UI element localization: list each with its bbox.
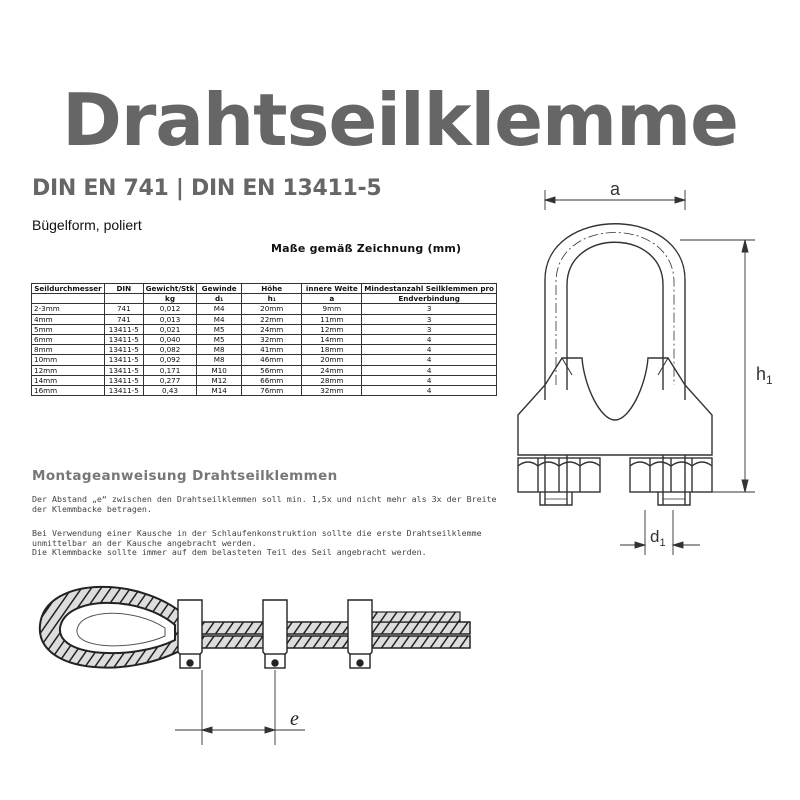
cell-height: 32mm — [242, 334, 302, 344]
cell-din: 741 — [104, 314, 143, 324]
col-header-din: DIN — [104, 284, 143, 294]
table-row — [32, 355, 497, 365]
cell-height: 46mm — [242, 355, 302, 365]
cell-height: 41mm — [242, 345, 302, 355]
cell-min-clamps: 4 — [362, 375, 497, 385]
table-row — [32, 324, 497, 334]
cell-thread: M10 — [197, 365, 242, 375]
col-sub-weight: kg — [143, 294, 197, 304]
cell-rope-diameter: 12mm — [32, 365, 105, 375]
table-header-row — [32, 284, 497, 294]
mounting-paragraph-spacing: Der Abstand „e“ zwischen den Drahtseilklemmen soll min. 1,5x und nicht mehr als 3x der Breite der Klemmbacke betragen. — [32, 494, 497, 514]
col-header-min-clamps: Mindestanzahl Seilklemmen pro — [362, 284, 497, 294]
cell-rope-diameter: 2-3mm — [32, 304, 105, 314]
cell-min-clamps: 4 — [362, 385, 497, 395]
cell-weight: 0,43 — [143, 385, 197, 395]
thimble-loop — [40, 587, 190, 668]
col-header-inner-width: innere Weite — [302, 284, 362, 294]
table-caption: Maße gemäß Zeichnung (mm) — [271, 242, 462, 255]
col-sub-din — [104, 294, 143, 304]
cell-weight: 0,092 — [143, 355, 197, 365]
cell-inner-width: 20mm — [302, 355, 362, 365]
cell-thread: M14 — [197, 385, 242, 395]
dim-label-h1: $h_1$ — [756, 364, 773, 387]
cell-inner-width: 11mm — [302, 314, 362, 324]
cell-height: 22mm — [242, 314, 302, 324]
cell-din: 13411-5 — [104, 355, 143, 365]
cell-weight: 0,040 — [143, 334, 197, 344]
cell-thread: M4 — [197, 304, 242, 314]
cell-thread: M5 — [197, 334, 242, 344]
cell-rope-diameter: 6mm — [32, 334, 105, 344]
cell-min-clamps: 3 — [362, 304, 497, 314]
table-subheader-row — [32, 294, 497, 304]
cell-din: 13411-5 — [104, 385, 143, 395]
cell-weight: 0,082 — [143, 345, 197, 355]
cell-inner-width: 24mm — [302, 365, 362, 375]
mounting-heading: Montageanweisung Drahtseilklemmen — [32, 468, 338, 484]
table-row — [32, 375, 497, 385]
standard-subtitle: DIN EN 741 | DIN EN 13411-5 — [32, 176, 382, 201]
cell-din: 13411-5 — [104, 365, 143, 375]
dim-label-d1: $d_1$ — [650, 527, 666, 549]
table-row — [32, 304, 497, 314]
cell-height: 24mm — [242, 324, 302, 334]
cell-din: 13411-5 — [104, 334, 143, 344]
cell-inner-width: 14mm — [302, 334, 362, 344]
cell-rope-diameter: 16mm — [32, 385, 105, 395]
col-sub-inner-width: a — [302, 294, 362, 304]
cell-height: 20mm — [242, 304, 302, 314]
cell-inner-width: 28mm — [302, 375, 362, 385]
cell-height: 66mm — [242, 375, 302, 385]
cell-weight: 0,277 — [143, 375, 197, 385]
col-header-weight: Gewicht/Stk — [143, 284, 197, 294]
cell-din: 13411-5 — [104, 345, 143, 355]
cell-weight: 0,171 — [143, 365, 197, 375]
cell-min-clamps: 3 — [362, 324, 497, 334]
cell-thread: M12 — [197, 375, 242, 385]
cell-inner-width: 12mm — [302, 324, 362, 334]
rope-strands — [185, 612, 470, 648]
cell-min-clamps: 4 — [362, 334, 497, 344]
col-header-rope-diameter: Seildurchmesser — [32, 284, 105, 294]
col-sub-height: h₁ — [242, 294, 302, 304]
spec-table — [31, 283, 497, 396]
finish-label: Bügelform, poliert — [32, 217, 142, 233]
cell-weight: 0,012 — [143, 304, 197, 314]
mounting-paragraph-thimble: Bei Verwendung einer Kausche in der Schlaufenkonstruktion sollte die erste Drahtseilklemme unmittelbar an der Kausche angebracht werden. — [32, 528, 482, 548]
cell-height: 56mm — [242, 365, 302, 375]
table-row — [32, 345, 497, 355]
cell-weight: 0,021 — [143, 324, 197, 334]
page-title: Drahtseilklemme — [62, 78, 738, 162]
cell-min-clamps: 3 — [362, 314, 497, 324]
cell-thread: M4 — [197, 314, 242, 324]
table-row — [32, 365, 497, 375]
mounting-paragraph-saddle: Die Klemmbacke sollte immer auf dem belasteten Teil des Seil angebracht werden. — [32, 547, 427, 557]
cell-din: 13411-5 — [104, 375, 143, 385]
cell-inner-width: 9mm — [302, 304, 362, 314]
col-sub-thread: d₁ — [197, 294, 242, 304]
cell-rope-diameter: 8mm — [32, 345, 105, 355]
table-row — [32, 314, 497, 324]
cell-rope-diameter: 4mm — [32, 314, 105, 324]
cell-inner-width: 18mm — [302, 345, 362, 355]
cell-inner-width: 32mm — [302, 385, 362, 395]
rope-assembly-drawing — [25, 570, 495, 760]
col-sub-rope-diameter — [32, 294, 105, 304]
col-header-thread: Gewinde — [197, 284, 242, 294]
cell-thread: M5 — [197, 324, 242, 334]
cell-thread: M8 — [197, 345, 242, 355]
cell-rope-diameter: 5mm — [32, 324, 105, 334]
cell-din: 13411-5 — [104, 324, 143, 334]
cell-thread: M8 — [197, 355, 242, 365]
table-row — [32, 334, 497, 344]
cell-weight: 0,013 — [143, 314, 197, 324]
dim-label-e: e — [290, 708, 299, 730]
cell-rope-diameter: 14mm — [32, 375, 105, 385]
col-header-height: Höhe — [242, 284, 302, 294]
cell-rope-diameter: 10mm — [32, 355, 105, 365]
col-sub-min-clamps: Endverbindung — [362, 294, 497, 304]
cell-min-clamps: 4 — [362, 355, 497, 365]
table-row — [32, 385, 497, 395]
cell-height: 76mm — [242, 385, 302, 395]
clamp-drawing — [500, 170, 790, 565]
cell-min-clamps: 4 — [362, 345, 497, 355]
cell-min-clamps: 4 — [362, 365, 497, 375]
dim-label-a: a — [610, 179, 621, 199]
cell-din: 741 — [104, 304, 143, 314]
